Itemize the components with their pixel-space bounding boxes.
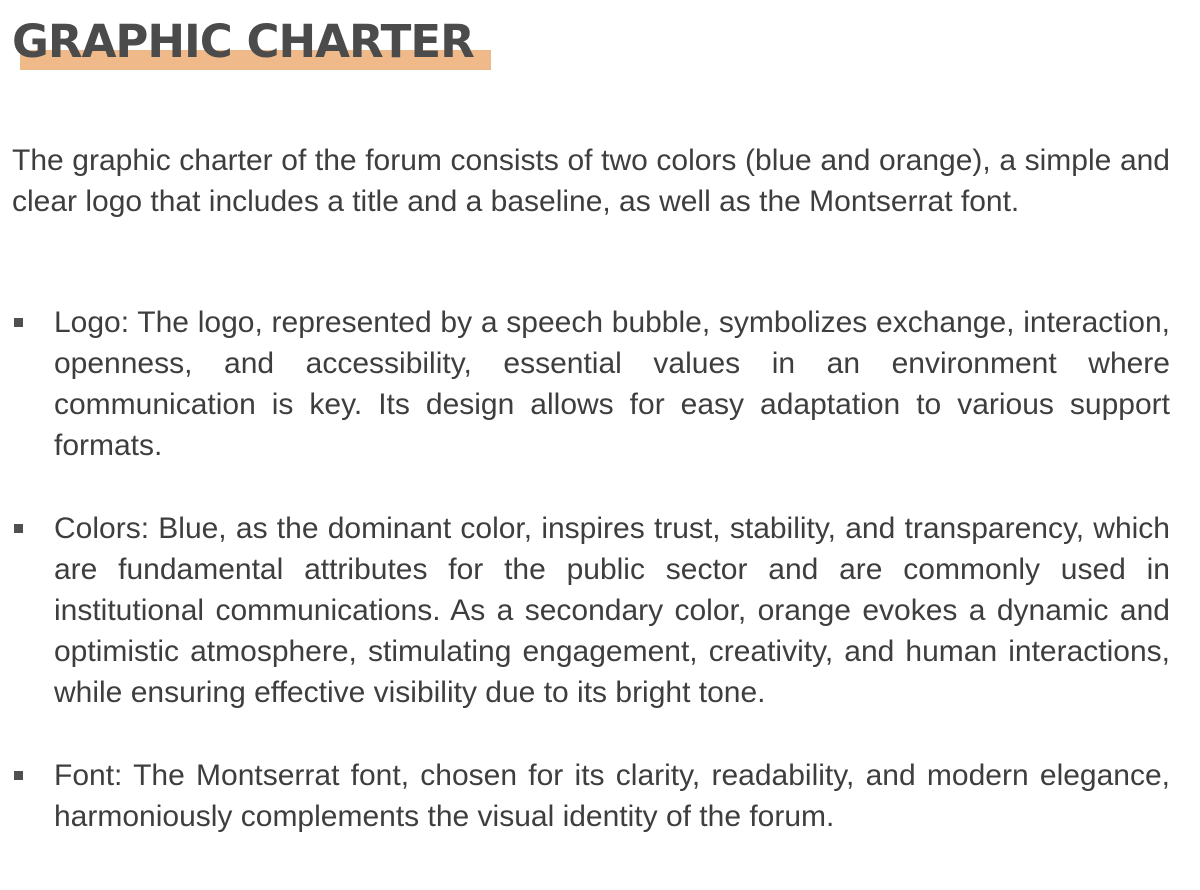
square-bullet-icon [14,771,23,780]
bullet-item-logo [0,302,1170,466]
bullet-term: Colors: [54,512,150,545]
square-bullet-icon [14,524,23,533]
bullet-item-font [0,755,1170,837]
bullet-item-colors [0,508,1170,713]
heading-block [12,14,492,74]
square-bullet-icon [14,318,23,327]
bullet-list [0,302,1200,837]
page-title: GRAPHIC CHARTER [12,15,474,68]
bullet-text: Blue, as the dominant color, inspires trust, stability, and transparency, which are fundamental attributes for the public sector and are commonly used in institutional communications. As a secondary color, orange evokes a dynamic and optimistic atmosphere, stimulating engagement, creativity, and human interactions, while ensuring effective visibility due to its bright tone. [54,512,1170,709]
bullet-text: The Montserrat font, chosen for its clarity, readability, and modern elegance, harmoniously complements the visual identity of the forum. [54,759,1170,833]
bullet-term: Font: [54,759,123,792]
bullet-text: The logo, represented by a speech bubble, symbolizes exchange, interaction, openness, and accessibility, essential values in an environment where communication is key. Its design allows for easy adaptation to various support formats. [54,306,1170,462]
intro-paragraph: The graphic charter of the forum consists of two colors (blue and orange), a simple and clear logo that includes a title and a baseline, as well as the Montserrat font. [12,144,1170,218]
bullet-term: Logo: [54,306,130,339]
